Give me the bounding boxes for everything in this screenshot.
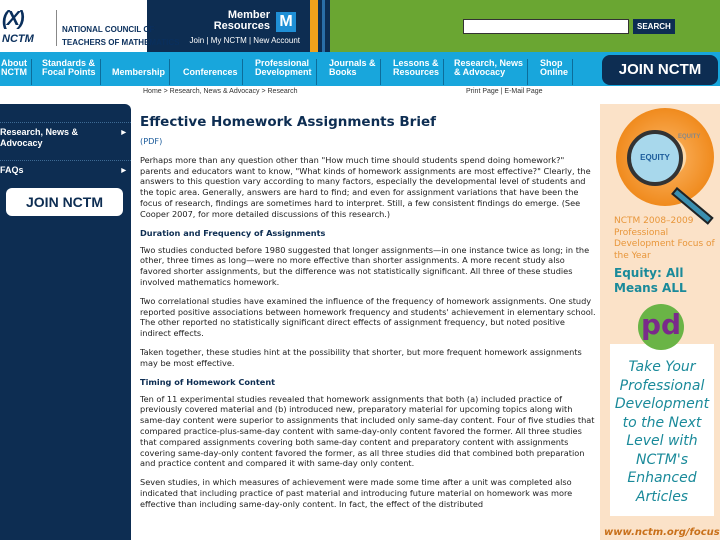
nav-label: Standards & [42, 58, 96, 68]
sidebar-item-research[interactable] [0, 122, 131, 153]
sidebar-item-label: Research, News & Advocacy [0, 127, 79, 148]
logo-divider [56, 10, 57, 46]
nav-label: Focal Points [42, 67, 96, 77]
org-name [62, 23, 202, 49]
nav-label: Journals & [329, 58, 376, 68]
arrow-right-icon: ▶ [121, 130, 126, 136]
org-line-1: NATIONAL COUNCIL OF [62, 25, 155, 34]
member-line-2: Resources [213, 20, 270, 32]
lens-label: EQUITY [640, 153, 670, 162]
nav-label: Membership [112, 67, 166, 77]
nav-standards[interactable] [42, 59, 101, 85]
sidebar-item-faqs[interactable] [0, 160, 131, 180]
focus-text: NCTM 2008–2009 Professional Development Focus of the Year [614, 216, 715, 261]
ad-tagline: Take Your Professional Development to the Next Level with NCTM's Enhanced Articles [614, 359, 710, 505]
paragraph: Ten of 11 experimental studies revealed that homework assignments that both (a) included practice of previously covered material and (b) introduced new, preparatory material for upcoming topics along with same-day content were superior to assignments that included only same-day content. Four of five studies that compared practice-plus-same-day content with same-day-only content favored the former. All three studies that compared assignments covering both same-day content and preparatory content with assignments covering same-day-only content favored the former, as all three studies did that combined both preparation and practice content and compared it with same-day only content. [140, 393, 595, 469]
section-heading: Timing of Homework Content [140, 376, 276, 387]
logo-text: NCTM [2, 33, 34, 45]
main-nav [0, 52, 720, 86]
site-header [0, 0, 720, 52]
magnifier-icon [627, 130, 683, 186]
nav-label: Online [540, 67, 569, 77]
breadcrumb[interactable]: Home > Research, News & Advocacy > Research [143, 88, 298, 95]
search-button[interactable]: SEARCH [633, 19, 675, 34]
pd-logo: pd [638, 304, 684, 350]
nav-about[interactable] [1, 59, 32, 85]
arrow-right-icon: ▶ [121, 168, 126, 174]
article [140, 114, 596, 518]
new-account-link[interactable]: New Account [253, 36, 300, 45]
nav-conferences[interactable] [183, 59, 243, 85]
nav-shop[interactable] [540, 59, 573, 85]
nav-journals[interactable] [329, 59, 381, 85]
ad-url[interactable]: www.nctm.org/focus [604, 527, 720, 538]
nav-label: Resources [393, 67, 440, 77]
sidebar-join-button[interactable]: JOIN NCTM [6, 188, 123, 216]
nav-label: & Advocacy [454, 67, 506, 77]
member-links: Join | My NCTM | New Account [189, 36, 300, 45]
member-resources-title[interactable] [214, 10, 270, 32]
section-heading: Duration and Frequency of Assignments [140, 227, 326, 238]
member-line-1: Member [227, 9, 270, 21]
equity-small-label: EQUITY [678, 134, 701, 140]
nav-label: About [1, 58, 27, 68]
paragraph: Perhaps more than any question other than "How much time should students spend doing homework?" parents and educators want to know, "What kinds of homework assignments are most effective?" Clearly, the answers to this question vary according to many factors, especially the developmental level of students and the topic area. Generally, answers are hard to find; and even for assignment variations that have been the focus of research, findings are sometimes hard to interpret. Still, a few consistent findings do emerge. (See Cooper 2007, for more detailed discussions of this research.) [140, 154, 591, 219]
nav-professional-development[interactable] [255, 59, 317, 85]
org-line-2: TEACHERS OF MATHEMATICS [62, 38, 180, 47]
sidebar-item-label: FAQs [0, 165, 24, 175]
equity-ad-banner[interactable] [600, 104, 720, 540]
paragraph: Two correlational studies have examined the influence of the frequency of homework assignments. One study reported positive associations between homework frequency and students' achievement in elementary school. The other reported no statistically significant direct effects of assignment frequency, but noted positive indirect effects. [140, 295, 596, 339]
nav-research[interactable] [454, 59, 528, 85]
header-stripe [310, 0, 318, 52]
my-nctm-link[interactable]: My NCTM [210, 36, 247, 45]
search-area [330, 0, 720, 52]
paragraph: Taken together, these studies hint at the possibility that shorter, but more frequent homework assignments may be most effective. [140, 346, 582, 368]
search-input[interactable] [463, 19, 629, 34]
pdf-link[interactable]: (PDF) [140, 136, 163, 146]
nav-membership[interactable] [112, 59, 170, 85]
nav-label: Research, News [454, 58, 524, 68]
nav-label: Professional [255, 58, 310, 68]
nav-label: Development [255, 67, 312, 77]
nav-label: NCTM [1, 67, 27, 77]
equity-title: Equity: All Means ALL [614, 266, 687, 295]
page-tools[interactable]: Print Page | E-Mail Page [466, 88, 543, 95]
paragraph: Two studies conducted before 1980 suggested that longer assignments—in one instance twice as long; in the other, three times as long—were no more effective than shorter assignments. A more recent study also favored shorter assignments, but the difference was not statistically significant. All three of these studies involved mathematics homework. [140, 244, 590, 287]
sidebar [0, 104, 131, 540]
join-link[interactable]: Join [189, 36, 205, 45]
nav-label: Lessons & [393, 58, 439, 68]
logo-mark: (X) [2, 8, 23, 30]
nav-label: Shop [540, 58, 563, 68]
page-title: Effective Homework Assignments Brief [140, 114, 436, 130]
paragraph: Seven studies, in which measures of achievement were made some time after a unit was completed also indicated that including practice of past material and introducing future material on homework was more effective than including same-day-only content. In fact, the effect of the distributed [140, 477, 573, 509]
nav-label: Books [329, 67, 357, 77]
join-nctm-button[interactable]: JOIN NCTM [602, 55, 718, 85]
nav-label: Conferences [183, 67, 238, 77]
header-stripe [322, 0, 325, 52]
member-m-icon: M [276, 12, 296, 32]
nav-lessons[interactable] [393, 59, 444, 85]
